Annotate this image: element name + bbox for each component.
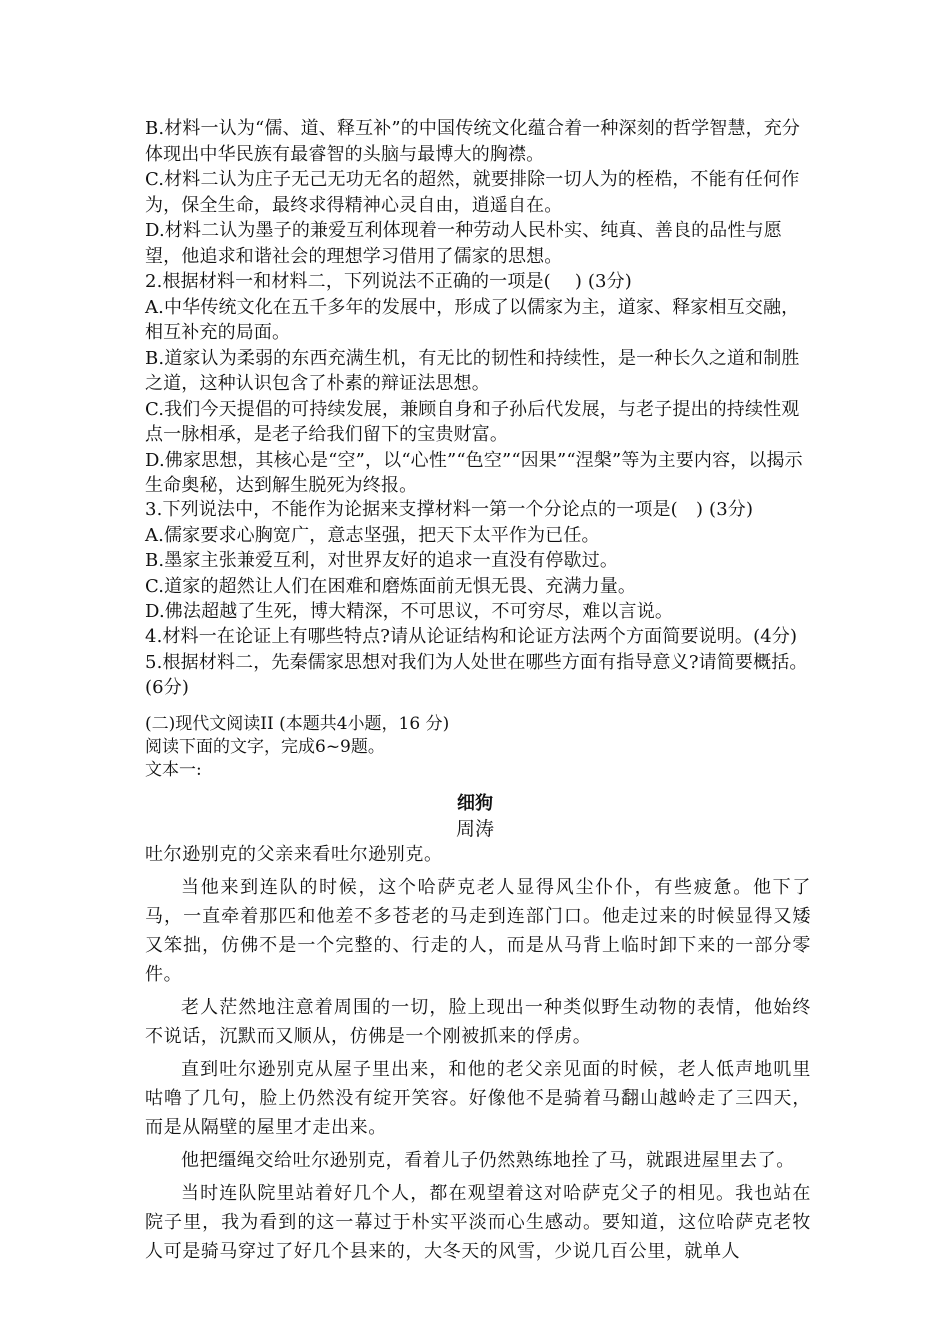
- q1-options: [145, 116, 813, 269]
- story-paragraph: 直到吐尔逊别克从屋子里出来，和他的老父亲见面的时候，老人低声地叽里咕噜了几句，脸上仍然没有绽开笑容。好像他不是骑着马翻山越岭走了三四天，而是从隔壁的屋里才走出来。: [145, 1059, 811, 1138]
- q2-option-c: C.我们今天提倡的可持续发展，兼顾自身和子孙后代发展，与老子提出的持续性观点一脉相承，是老子给我们留下的宝贵财富。: [145, 398, 800, 445]
- q3-stem: 3.下列说法中，不能作为论据来支撑材料一第一个分论点的一项是( ) (3分): [145, 499, 754, 520]
- story-paragraph: 吐尔逊别克的父亲来看吐尔逊别克。: [145, 844, 443, 865]
- section-heading: (二)现代文阅读II (本题共4小题，16 分): [145, 714, 450, 734]
- questions-4-5: [145, 624, 813, 701]
- q1-option-d: D.材料二认为墨子的兼爱互利体现着一种劳动人民朴实、纯真、善良的品性与愿望，他追求和谐社会的理想学习借用了儒家的思想。: [145, 220, 782, 267]
- story-paragraph: 老人茫然地注意着周围的一切，脸上现出一种类似野生动物的表情，他始终不说话，沉默而又顺从，仿佛是一个刚被抓来的俘虏。: [145, 997, 811, 1047]
- q3-option-d: D.佛法超越了生死，博大精深，不可思议，不可穷尽，难以言说。: [145, 601, 674, 622]
- text-label: 文本一:: [145, 760, 202, 780]
- section-header: [145, 713, 813, 782]
- story-title: 细狗: [457, 793, 493, 814]
- question-5: 5.根据材料二，先秦儒家思想对我们为人处世在哪些方面有指导意义?请简要概括。 (6分): [145, 651, 808, 698]
- question-2: [145, 269, 813, 499]
- story-paragraph: 当时连队院里站着好几个人，都在观望着这对哈萨克父子的相见。我也站在院子里，我为看到的这一幕过于朴实平淡而心生感动。要知道，这位哈萨克老牧人可是骑马穿过了好几个县来的，大冬天的风雪，少说几百公里，就单人: [145, 1183, 811, 1262]
- q1-option-b: B.材料一认为“儒、道、释互补”的中国传统文化蕴合着一种深刻的哲学智慧，充分体现出中华民族有最睿智的头脑与最博大的胸襟。: [145, 118, 801, 165]
- story-paragraph: 当他来到连队的时候，这个哈萨克老人显得风尘仆仆，有些疲惫。他下了马，一直牵着那匹和他差不多苍老的马走到连部门口。他走过来的时候显得又矮又笨拙，仿佛不是一个完整的、行走的人，而是从马背上临时卸下来的一部分零件。: [145, 877, 811, 985]
- story-paragraph: 他把缰绳交给吐尔逊别克，看着儿子仍然熟练地拴了马，就跟进屋里去了。: [181, 1150, 795, 1171]
- q2-option-b: B.道家认为柔弱的东西充满生机，有无比的韧性和持续性，是一种长久之道和制胜之道，这种认识包含了朴素的辩证法思想。: [145, 347, 800, 394]
- q2-stem: 2.根据材料一和材料二，下列说法不正确的一项是( ) (3分): [145, 271, 632, 292]
- story-body: [145, 840, 811, 1270]
- question-3: [145, 497, 813, 625]
- q3-option-b: B.墨家主张兼爱互利，对世界友好的追求一直没有停歇过。: [145, 550, 618, 571]
- q3-option-a: A.儒家要求心胸宽广，意志坚强，把天下太平作为已任。: [145, 524, 600, 546]
- question-4: 4.材料一在论证上有哪些特点?请从论证结构和论证方法两个方面简要说明。(4分): [145, 626, 798, 647]
- q2-option-d: D.佛家思想，其核心是“空”，以“心性”“色空”“因果”“涅槃”等为主要内容，以揭示生命奥秘，达到解生脱死为终报。: [145, 449, 803, 496]
- q3-option-c: C.道家的超然让人们在困难和磨炼面前无惧无畏、充满力量。: [145, 575, 637, 597]
- section-instruction: 阅读下面的文字，完成6~9题。: [145, 737, 385, 757]
- q2-option-a: A.中华传统文化在五千多年的发展中，形成了以儒家为主，道家、释家相互交融，相互补充的局面。: [145, 296, 800, 343]
- story-author: 周涛: [455, 818, 494, 840]
- q1-option-c: C.材料二认为庄子无己无功无名的超然，就要排除一切人为的桎梏，不能有任何作为，保全生命，最终求得精神心灵自由，逍遥自在。: [145, 169, 800, 216]
